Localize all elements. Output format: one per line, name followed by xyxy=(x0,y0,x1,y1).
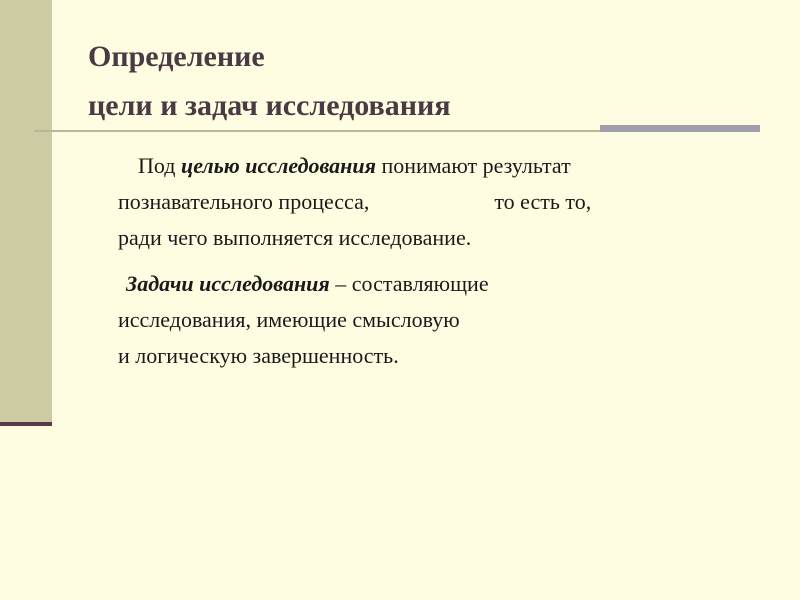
paragraph-goal xyxy=(118,148,768,256)
slide-body xyxy=(118,148,768,374)
paragraph-tasks-line-2: исследования, имеющие смысловую xyxy=(118,307,460,332)
goal-prefix: Под xyxy=(138,153,176,178)
tasks-line-1-rest: – составляющие xyxy=(335,271,489,296)
goal-line-2-start: познавательного процесса, xyxy=(118,189,370,214)
paragraph-tasks xyxy=(118,266,768,374)
slide-title xyxy=(88,32,451,130)
title-divider-thin xyxy=(34,130,600,132)
paragraph-tasks-line-1 xyxy=(118,266,768,302)
left-decorative-bar xyxy=(0,0,52,422)
title-divider-thick xyxy=(600,125,760,132)
paragraph-goal-line-1 xyxy=(118,148,768,184)
goal-line-1-rest: понимают результат xyxy=(381,153,571,178)
slide-title-line-2: цели и задач исследования xyxy=(88,89,451,122)
tasks-term: Задачи исследования xyxy=(126,271,330,296)
paragraph-goal-line-2 xyxy=(118,184,768,220)
goal-term: целью исследования xyxy=(180,153,376,178)
left-bar-accent xyxy=(0,422,52,426)
paragraph-tasks-line-3: и логическую завершенность. xyxy=(118,343,399,368)
goal-line-2-end: то есть то, xyxy=(494,189,592,214)
slide-title-line-1: Определение xyxy=(88,40,265,73)
paragraph-goal-line-3: ради чего выполняется исследование. xyxy=(118,225,472,250)
